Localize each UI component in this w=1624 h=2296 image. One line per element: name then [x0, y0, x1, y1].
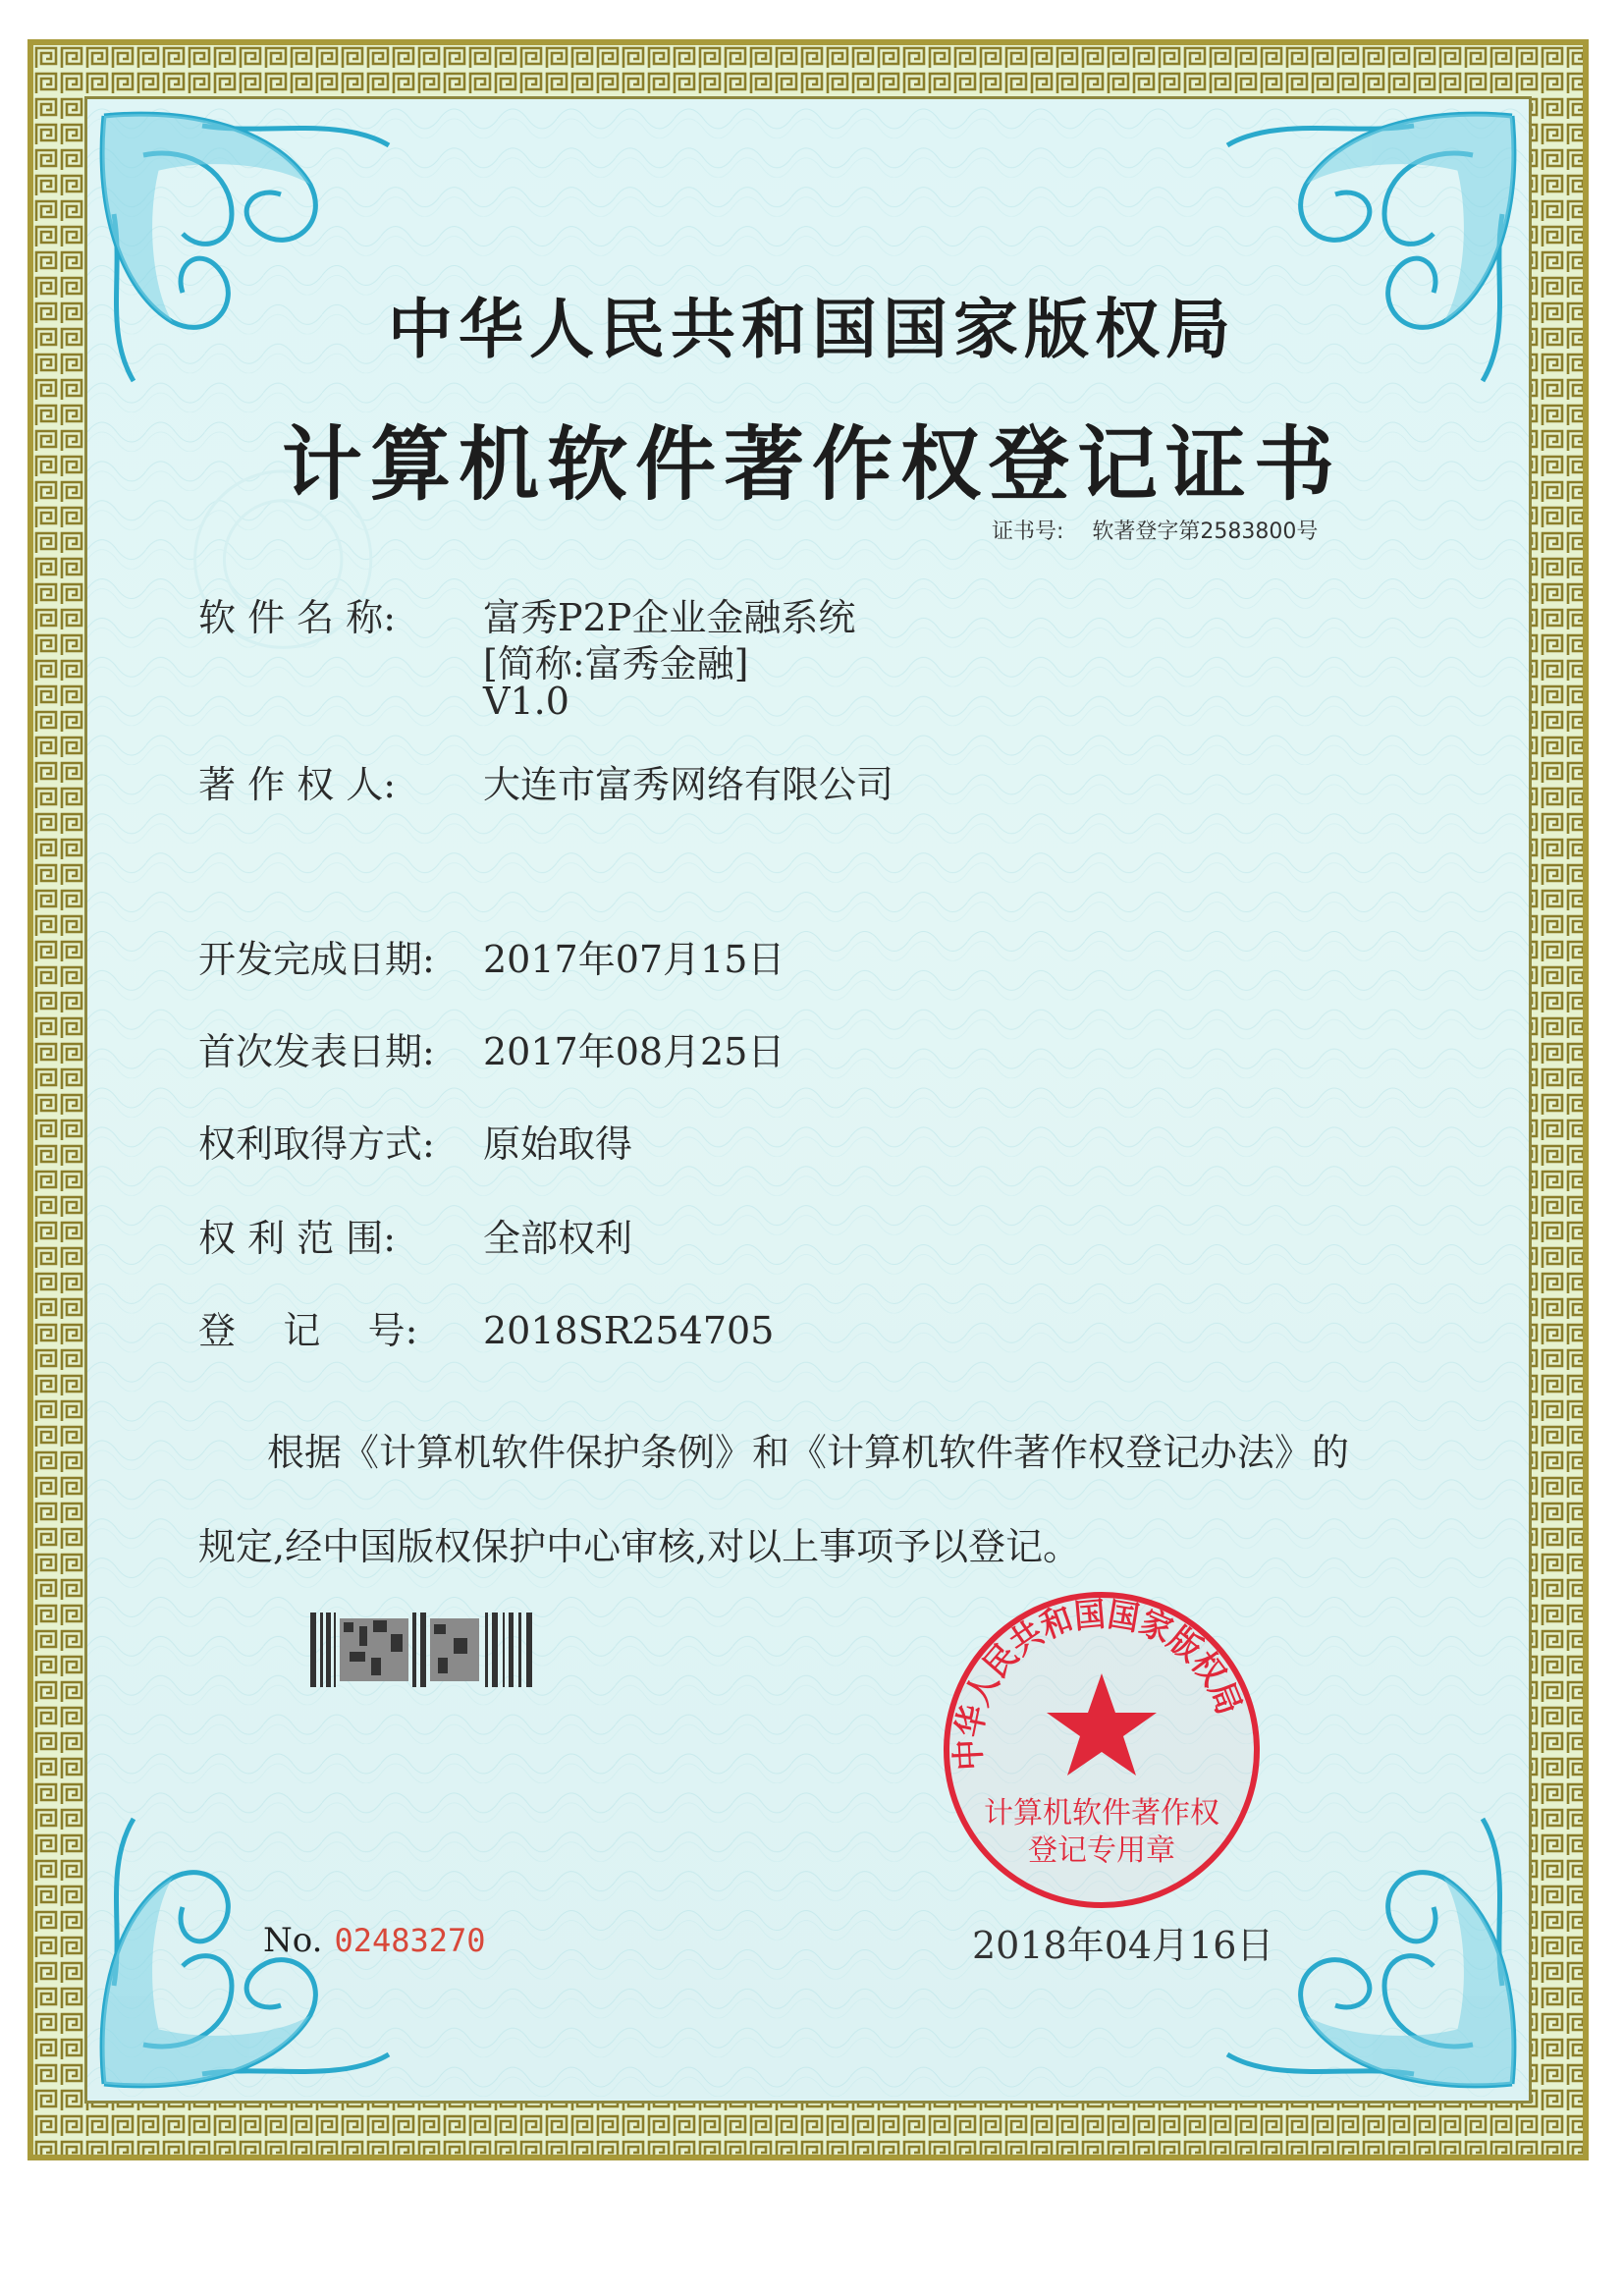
field-label: 权 利 范 围: [198, 1217, 397, 1260]
field-label: 著 作 权 人: [198, 763, 397, 806]
certificate-number [992, 515, 1339, 545]
serial-number [263, 1921, 486, 1960]
field-label: 首次发表日期: [198, 1030, 435, 1073]
certificate-number-value: 软著登字第2583800号 [1092, 519, 1319, 544]
field-value: 2018SR254705 [483, 1309, 775, 1352]
statement-line-2: 规定,经中国版权保护中心审核,对以上事项予以登记。 [198, 1525, 1081, 1568]
field-label: 登 记 号: [198, 1309, 418, 1352]
field-software-version: V1.0 [483, 680, 569, 723]
field-copyright-owner [198, 754, 893, 808]
guilloche-pattern [87, 99, 1529, 2101]
official-seal [935, 1583, 1269, 1917]
issue-date: 2018年04月16日 [972, 1924, 1274, 1967]
serial-number-value: 02483270 [334, 1922, 486, 1959]
issuing-authority: 中华人民共和国国家版权局 [388, 292, 1236, 367]
certificate-title: 计算机软件著作权登记证书 [281, 418, 1342, 512]
statement-line-1: 根据《计算机软件保护条例》和《计算机软件著作权登记办法》的 [267, 1431, 1350, 1474]
field-completion-date [198, 929, 785, 983]
field-value: 全部权利 [483, 1217, 633, 1260]
field-software-short-name: [简称:富秀金融] [483, 642, 749, 685]
certificate-number-label: 证书号: [992, 519, 1064, 544]
field-label: 开发完成日期: [198, 938, 435, 981]
seal-ring-text: 中华人民共和国国家版权局 [948, 1594, 1250, 1772]
field-publication-date [198, 1021, 785, 1075]
field-value: 原始取得 [483, 1122, 633, 1166]
barcode [310, 1613, 536, 1687]
field-label: 软 件 名 称: [198, 596, 397, 639]
field-value: 大连市富秀网络有限公司 [483, 763, 894, 806]
serial-number-label: No. [263, 1921, 323, 1960]
field-acquisition-method [198, 1114, 632, 1168]
seal-center-line-1: 计算机软件著作权 [984, 1796, 1219, 1831]
field-value: 富秀P2P企业金融系统 [483, 596, 856, 639]
certificate-field [84, 96, 1532, 2104]
seal-center-line-2: 登记专用章 [1028, 1833, 1175, 1868]
field-label: 权利取得方式: [198, 1122, 435, 1166]
field-rights-scope [198, 1208, 632, 1262]
field-registration-number [198, 1300, 774, 1354]
field-value: 2017年08月25日 [483, 1030, 785, 1073]
field-value: 2017年07月15日 [483, 938, 785, 981]
